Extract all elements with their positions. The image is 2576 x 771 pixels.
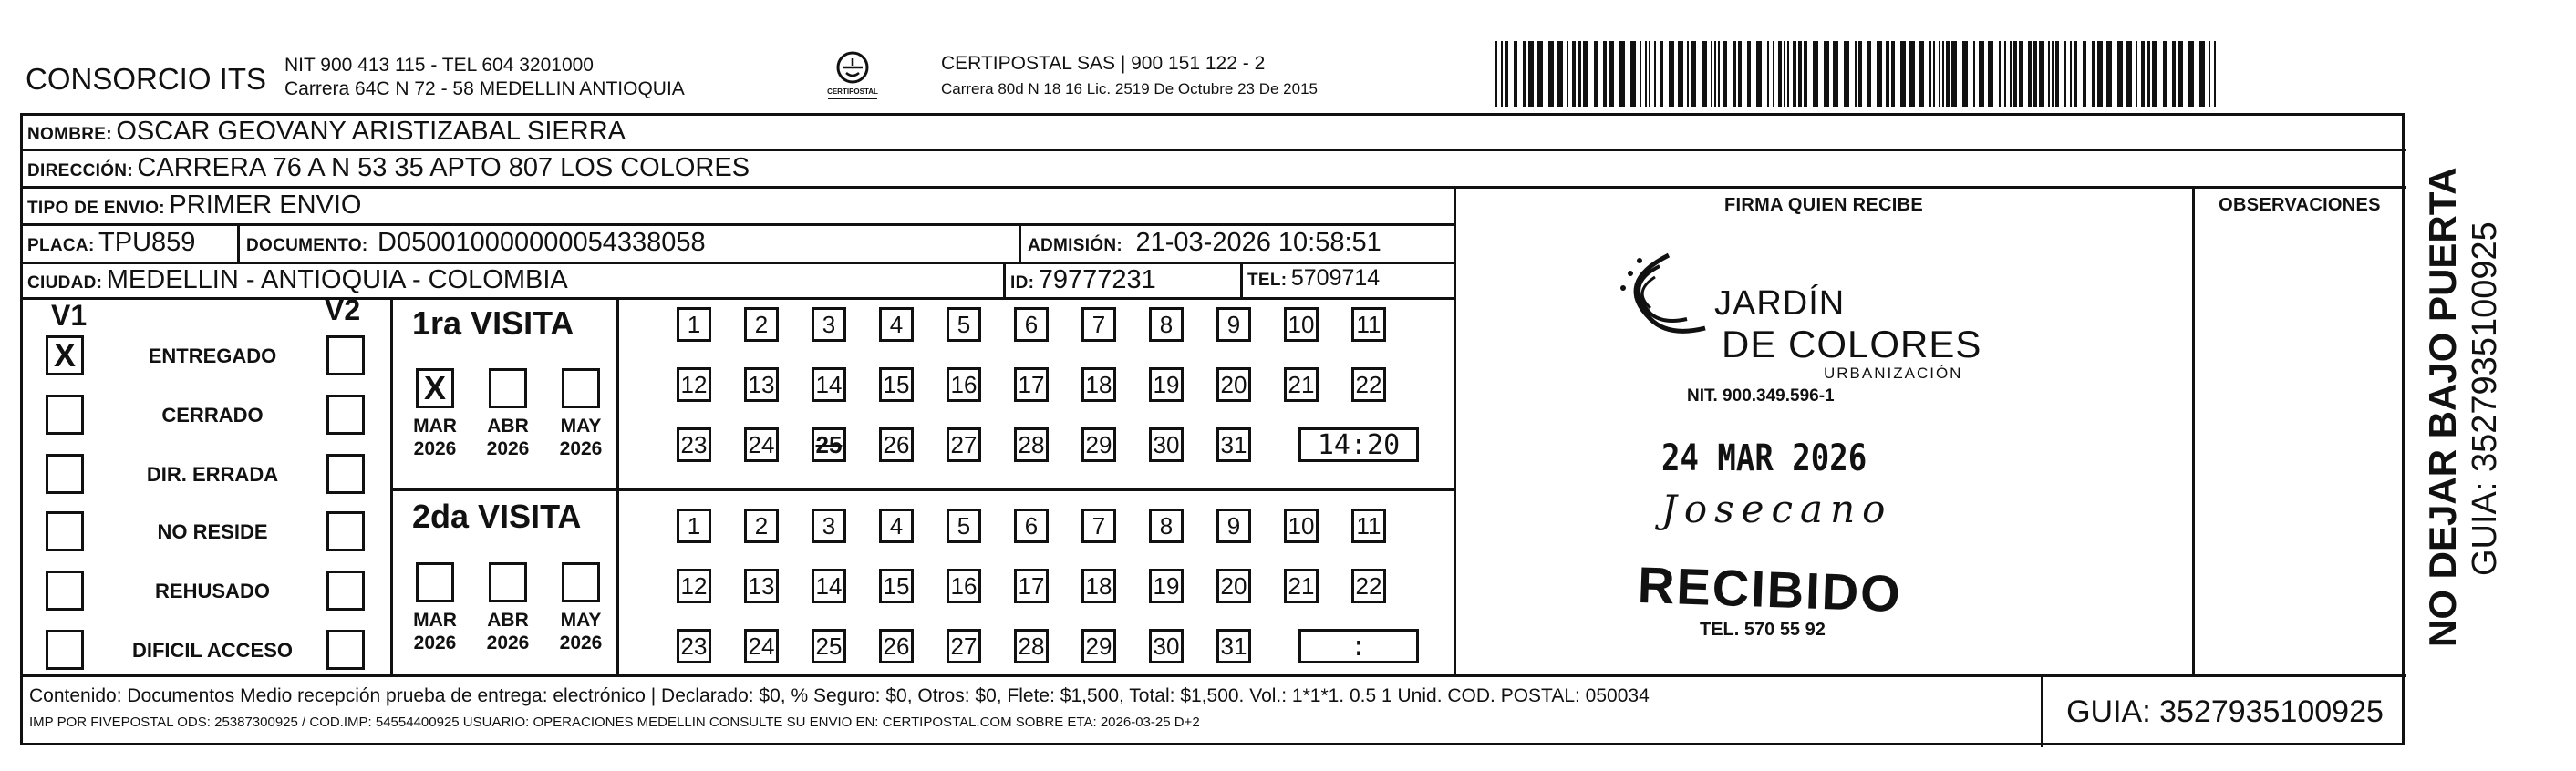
second-visit-day-box[interactable]: 8 <box>1149 509 1184 543</box>
second-visit-day-box[interactable]: 13 <box>744 569 779 603</box>
second-visit-day-box[interactable]: 14 <box>812 569 846 603</box>
barcode-bar <box>2214 41 2216 107</box>
side-no-dejar: NO DEJAR BAJO PUERTA <box>2421 167 2464 647</box>
second-visit-month-checkbox[interactable] <box>562 562 600 602</box>
first-visit-day-box[interactable]: 27 <box>947 427 981 462</box>
v2-label: V2 <box>325 293 361 326</box>
stamp-signature: Josecano <box>1661 487 1893 531</box>
barcode-bar <box>1548 41 1554 107</box>
company-address: Carrera 64C N 72 - 58 MEDELLIN ANTIOQUIA <box>284 78 685 99</box>
barcode-bar <box>1523 41 1526 107</box>
barcode-bar <box>1603 41 1607 107</box>
barcode-bar <box>2147 41 2150 107</box>
status-option-label: DIR. ERRADA <box>146 463 279 486</box>
barcode-bar <box>2172 41 2176 107</box>
barcode <box>1495 41 2220 107</box>
second-visit-day-box[interactable]: 3 <box>812 509 846 543</box>
barcode-bar <box>2033 41 2037 107</box>
barcode-bar <box>1733 41 1736 107</box>
second-visit-time-box[interactable]: : <box>1298 629 1419 663</box>
barcode-bar <box>1844 41 1849 107</box>
second-visit-day-box[interactable]: 19 <box>1149 569 1184 603</box>
barcode-bar <box>1909 41 1915 107</box>
barcode-bar <box>2055 41 2059 107</box>
tipo-row <box>27 190 362 221</box>
documento-value: D050010000000054338058 <box>378 228 706 257</box>
barcode-bar <box>1787 41 1789 107</box>
barcode-bar <box>2117 41 2123 107</box>
barcode-bar <box>1514 41 1517 107</box>
barcode-bar <box>1583 41 1588 107</box>
admision-label: ADMISIÓN: <box>1028 236 1123 255</box>
barcode-bar <box>1495 41 1497 107</box>
barcode-bar <box>1833 41 1838 107</box>
second-visit-month-checkbox[interactable] <box>416 562 454 602</box>
second-visit-day-box[interactable]: 7 <box>1081 509 1116 543</box>
tipo-value: PRIMER ENVIO <box>169 190 362 220</box>
observaciones-header: OBSERVACIONES <box>2219 195 2381 215</box>
barcode-bar <box>2070 41 2072 107</box>
admision-row <box>1028 228 1381 258</box>
barcode-bar <box>2048 41 2050 107</box>
barcode-bar <box>1687 41 1689 107</box>
first-visit-day-box[interactable]: 23 <box>677 427 711 462</box>
barcode-bar <box>1537 41 1543 107</box>
first-visit-day-box[interactable]: 11 <box>1351 307 1386 342</box>
barcode-bar <box>1900 41 1906 107</box>
barcode-bar <box>1942 41 1944 107</box>
company-name: CONSORCIO ITS <box>26 62 267 96</box>
barcode-bar <box>2141 41 2145 107</box>
barcode-bar <box>1877 41 1882 107</box>
barcode-bar <box>1714 41 1716 107</box>
second-visit-day-box[interactable]: 31 <box>1216 629 1251 663</box>
barcode-bar <box>1773 41 1774 107</box>
barcode-bar <box>1649 41 1650 107</box>
barcode-bar <box>1645 41 1647 107</box>
id-label: ID: <box>1010 273 1035 293</box>
barcode-bar <box>2028 41 2032 107</box>
first-visit-day-box[interactable]: 2 <box>744 307 779 342</box>
first-visit-day-box[interactable]: 4 <box>879 307 914 342</box>
barcode-bar <box>2019 41 2023 107</box>
barcode-bar <box>1813 41 1818 107</box>
jardin-logo-icon <box>1605 246 1714 374</box>
second-visit-day-box[interactable]: 21 <box>1284 569 1319 603</box>
first-visit-day-box[interactable]: 21 <box>1284 367 1319 402</box>
first-visit-year-label: 2026 <box>559 438 603 459</box>
ciudad-row <box>27 265 568 295</box>
first-visit-year-label: 2026 <box>486 438 530 459</box>
barcode-bar <box>1654 41 1656 107</box>
barcode-bar <box>1784 41 1785 107</box>
stamp-recibido: RECIBIDO <box>1636 555 1903 623</box>
second-visit-day-box[interactable]: 2 <box>744 509 779 543</box>
stamp-brand-line1: JARDÍN <box>1714 284 1846 323</box>
barcode-bar <box>2136 41 2137 107</box>
first-visit-day-box[interactable]: 10 <box>1284 307 1319 342</box>
barcode-bar <box>1711 41 1712 107</box>
second-visit-day-box[interactable]: 24 <box>744 629 779 663</box>
nombre-label: NOMBRE: <box>27 125 112 144</box>
stamp-tel: TEL. 570 55 92 <box>1700 620 1826 640</box>
second-visit-day-box[interactable]: 6 <box>1014 509 1049 543</box>
first-visit-month-checkbox[interactable] <box>562 368 600 408</box>
barcode-bar <box>1824 41 1829 107</box>
first-visit-day-box[interactable]: 7 <box>1081 307 1116 342</box>
second-visit-day-box[interactable]: 25 <box>812 629 846 663</box>
footer-contenido: Contenido: Documentos Medio recepción prueba de entrega: electrónico | Declarado: $0, % Seguro: $0, Otros: $0, Flete: $1,500, Total: $1,500. Vol.: 1*1*1. 0.5 1 Unid. COD. POSTAL: 050034 <box>29 685 1650 706</box>
first-visit-day-box[interactable]: 25 <box>812 427 846 462</box>
second-visit-title: 2da VISITA <box>412 498 582 535</box>
barcode-bar <box>1691 41 1696 107</box>
barcode-bar <box>1979 41 1984 107</box>
first-visit-day-box[interactable]: 31 <box>1216 427 1251 462</box>
barcode-bar <box>1858 41 1862 107</box>
status-v1-checkbox[interactable] <box>46 511 84 551</box>
first-visit-year-label: 2026 <box>413 438 457 459</box>
tel-value: 5709714 <box>1290 265 1381 291</box>
barcode-bar <box>1999 41 2001 107</box>
barcode-bar <box>1798 41 1802 107</box>
status-v1-checkbox[interactable]: X <box>46 335 84 375</box>
status-v1-checkbox[interactable] <box>46 571 84 611</box>
barcode-bar <box>2126 41 2132 107</box>
first-visit-day-box[interactable]: 16 <box>947 367 981 402</box>
certipostal-license: Carrera 80d N 18 16 Lic. 2519 De Octubre 23 De 2015 <box>941 80 1318 98</box>
stamp-date: 24 MAR 2026 <box>1661 437 1867 479</box>
barcode-bar <box>1867 41 1871 107</box>
second-visit-day-box[interactable]: 26 <box>879 629 914 663</box>
barcode-bar <box>2064 41 2066 107</box>
first-visit-day-box[interactable]: 26 <box>879 427 914 462</box>
barcode-bar <box>1660 41 1663 107</box>
barcode-bar <box>1891 41 1895 107</box>
status-v1-checkbox[interactable] <box>46 630 84 670</box>
first-visit-day-box[interactable]: 19 <box>1149 367 1184 402</box>
barcode-bar <box>1630 41 1636 107</box>
second-visit-day-box[interactable]: 23 <box>677 629 711 663</box>
first-visit-day-box[interactable]: 15 <box>879 367 914 402</box>
first-visit-day-box[interactable]: 9 <box>1216 307 1251 342</box>
barcode-bar <box>1557 41 1563 107</box>
barcode-bar <box>1567 41 1568 107</box>
second-visit-day-box[interactable]: 18 <box>1081 569 1116 603</box>
direccion-label: DIRECCIÓN: <box>27 161 133 180</box>
barcode-bar <box>2106 41 2112 107</box>
status-option-label: CERRADO <box>161 404 264 427</box>
second-visit-day-box[interactable]: 11 <box>1351 509 1386 543</box>
barcode-bar <box>1678 41 1683 107</box>
id-value: 79777231 <box>1038 265 1156 294</box>
first-visit-day-box[interactable]: 14 <box>812 367 846 402</box>
first-visit-month-checkbox[interactable] <box>489 368 527 408</box>
second-visit-month-label: ABR <box>487 610 529 631</box>
first-visit-month-label: MAR <box>413 416 457 437</box>
tel-row <box>1247 265 1380 292</box>
second-visit-day-box[interactable]: 16 <box>947 569 981 603</box>
second-visit-month-checkbox[interactable] <box>489 562 527 602</box>
barcode-bar <box>2188 41 2194 107</box>
barcode-bar <box>2039 41 2044 107</box>
status-option-label: NO RESIDE <box>157 520 268 543</box>
second-visit-day-box[interactable]: 17 <box>1014 569 1049 603</box>
company-nit-tel: NIT 900 413 115 - TEL 604 3201000 <box>284 55 594 76</box>
barcode-bar <box>2010 41 2012 107</box>
barcode-bar <box>1855 41 1857 107</box>
first-visit-title: 1ra VISITA <box>412 304 574 342</box>
second-visit-month-label: MAR <box>413 610 457 631</box>
documento-row <box>246 228 706 258</box>
barcode-bar <box>1528 41 1534 107</box>
barcode-bar <box>2097 41 2103 107</box>
footer-imp: IMP POR FIVEPOSTAL ODS: 25387300925 / COD.IMP: 54554400925 USUARIO: OPERACIONES MEDELLIN CONSULTE SU ENVIO EN: CERTIPOSTAL.COM SOBRE ETA: 2026-03-25 D+2 <box>29 714 1200 730</box>
first-visit-day-box[interactable]: 28 <box>1014 427 1049 462</box>
first-visit-day-box[interactable]: 5 <box>947 307 981 342</box>
tel-label: TEL: <box>1247 271 1288 290</box>
second-visit-day-box[interactable]: 22 <box>1351 569 1386 603</box>
barcode-bar <box>1702 41 1707 107</box>
admision-value: 21-03-2026 10:58:51 <box>1135 228 1381 257</box>
stamp-nit: NIT. 900.349.596-1 <box>1687 386 1835 406</box>
barcode-bar <box>1778 41 1782 107</box>
first-visit-day-box[interactable]: 6 <box>1014 307 1049 342</box>
barcode-bar <box>1929 41 1931 107</box>
second-visit-month-label: MAY <box>560 610 602 631</box>
barcode-bar <box>1804 41 1807 107</box>
barcode-bar <box>1609 41 1614 107</box>
status-v1-checkbox[interactable] <box>46 395 84 435</box>
second-visit-day-box[interactable]: 9 <box>1216 509 1251 543</box>
barcode-bar <box>2092 41 2095 107</box>
direccion-value: CARRERA 76 A N 53 35 APTO 807 LOS COLORES <box>137 153 750 182</box>
first-visit-day-box[interactable]: 24 <box>744 427 779 462</box>
second-visit-day-box[interactable]: 20 <box>1216 569 1251 603</box>
barcode-bar <box>1793 41 1796 107</box>
barcode-bar <box>1747 41 1751 107</box>
second-visit-day-box[interactable]: 15 <box>879 569 914 603</box>
first-visit-day-box[interactable]: 3 <box>812 307 846 342</box>
first-visit-day-box[interactable]: 22 <box>1351 367 1386 402</box>
status-option-label: DIFICIL ACCESO <box>131 639 293 662</box>
certipostal-logo-text: CERTIPOSTAL <box>827 87 878 96</box>
first-visit-day-box[interactable]: 29 <box>1081 427 1116 462</box>
second-visit-day-box[interactable]: 5 <box>947 509 981 543</box>
status-option-label: REHUSADO <box>155 580 270 602</box>
status-v2-checkbox[interactable] <box>326 511 365 551</box>
certipostal-name: CERTIPOSTAL SAS | 900 151 122 - 2 <box>941 53 1266 74</box>
barcode-bar <box>1738 41 1742 107</box>
nombre-value: OSCAR GEOVANY ARISTIZABAL SIERRA <box>116 117 626 146</box>
barcode-bar <box>2199 41 2205 107</box>
first-visit-day-box[interactable]: 17 <box>1014 367 1049 402</box>
first-visit-day-box[interactable]: 20 <box>1216 367 1251 402</box>
second-visit-day-box[interactable]: 10 <box>1284 509 1319 543</box>
barcode-bar <box>1718 41 1720 107</box>
v1-label: V1 <box>51 299 88 332</box>
status-v2-checkbox[interactable] <box>326 454 365 494</box>
documento-label: DOCUMENTO: <box>246 236 368 255</box>
second-visit-day-box[interactable]: 27 <box>947 629 981 663</box>
status-v2-checkbox[interactable] <box>326 630 365 670</box>
tipo-label: TIPO DE ENVIO: <box>27 199 165 218</box>
second-visit-day-box[interactable]: 12 <box>677 569 711 603</box>
ciudad-value: MEDELLIN - ANTIOQUIA - COLOMBIA <box>106 265 568 294</box>
barcode-bar <box>1578 41 1581 107</box>
receiver-stamp <box>1605 246 2043 647</box>
barcode-bar <box>2163 41 2167 107</box>
placa-label: PLACA: <box>27 236 95 255</box>
first-visit-month-checkbox[interactable]: X <box>416 368 454 408</box>
barcode-bar <box>2074 41 2077 107</box>
barcode-bar <box>1505 41 1508 107</box>
first-visit-day-box[interactable]: 12 <box>677 367 711 402</box>
barcode-bar <box>2178 41 2183 107</box>
first-visit-time-box[interactable]: 14:20 <box>1298 427 1419 462</box>
first-visit-day-box[interactable]: 8 <box>1149 307 1184 342</box>
barcode-bar <box>1939 41 1940 107</box>
barcode-bar <box>1669 41 1674 107</box>
barcode-bar <box>1962 41 1968 107</box>
ciudad-label: CIUDAD: <box>27 273 103 293</box>
status-option-label: ENTREGADO <box>148 344 277 367</box>
barcode-bar <box>1640 41 1641 107</box>
barcode-bar <box>1946 41 1950 107</box>
id-row <box>1010 265 1156 295</box>
stamp-brand-line3: URBANIZACIÓN <box>1824 365 1963 382</box>
barcode-bar <box>1594 41 1598 107</box>
status-v1-checkbox[interactable] <box>46 454 84 494</box>
footer-guia: GUIA: 3527935100925 <box>2066 694 2384 729</box>
barcode-bar <box>1723 41 1727 107</box>
status-v2-checkbox[interactable] <box>326 335 365 375</box>
barcode-bar <box>1619 41 1625 107</box>
barcode-bar <box>1572 41 1576 107</box>
side-guia: GUIA: 3527935100925 <box>2466 221 2504 576</box>
barcode-bar <box>2052 41 2054 107</box>
second-visit-day-box[interactable]: 4 <box>879 509 914 543</box>
stamp-brand-line2: DE COLORES <box>1722 323 1982 365</box>
first-visit-month-label: ABR <box>487 416 529 437</box>
first-visit-day-box[interactable]: 18 <box>1081 367 1116 402</box>
second-visit-day-box[interactable]: 29 <box>1081 629 1116 663</box>
first-visit-month-label: MAY <box>560 416 602 437</box>
status-v2-checkbox[interactable] <box>326 395 365 435</box>
second-visit-year-label: 2026 <box>413 632 457 653</box>
status-v2-checkbox[interactable] <box>326 571 365 611</box>
second-visit-year-label: 2026 <box>486 632 530 653</box>
first-visit-day-box[interactable]: 1 <box>677 307 711 342</box>
placa-row <box>27 228 195 258</box>
barcode-bar <box>1933 41 1935 107</box>
first-visit-day-box[interactable]: 13 <box>744 367 779 402</box>
barcode-bar <box>1919 41 1924 107</box>
barcode-bar <box>1951 41 1957 107</box>
certipostal-logo <box>821 47 885 108</box>
direccion-row <box>27 153 750 183</box>
nombre-row <box>27 117 626 147</box>
barcode-bar <box>1988 41 1993 107</box>
second-visit-day-box[interactable]: 28 <box>1014 629 1049 663</box>
barcode-bar <box>2004 41 2006 107</box>
firma-header: FIRMA QUIEN RECIBE <box>1724 195 1923 215</box>
barcode-bar <box>1767 41 1769 107</box>
barcode-bar <box>1501 41 1503 107</box>
barcode-bar <box>2209 41 2210 107</box>
barcode-bar <box>1886 41 1889 107</box>
barcode-bar <box>1756 41 1762 107</box>
second-visit-day-box[interactable]: 30 <box>1149 629 1184 663</box>
barcode-bar <box>2083 41 2086 107</box>
barcode-bar <box>1973 41 1975 107</box>
barcode-bar <box>2013 41 2017 107</box>
barcode-bar <box>2152 41 2157 107</box>
second-visit-day-box[interactable]: 1 <box>677 509 711 543</box>
first-visit-day-box[interactable]: 30 <box>1149 427 1184 462</box>
second-visit-year-label: 2026 <box>559 632 603 653</box>
placa-value: TPU859 <box>98 228 196 257</box>
